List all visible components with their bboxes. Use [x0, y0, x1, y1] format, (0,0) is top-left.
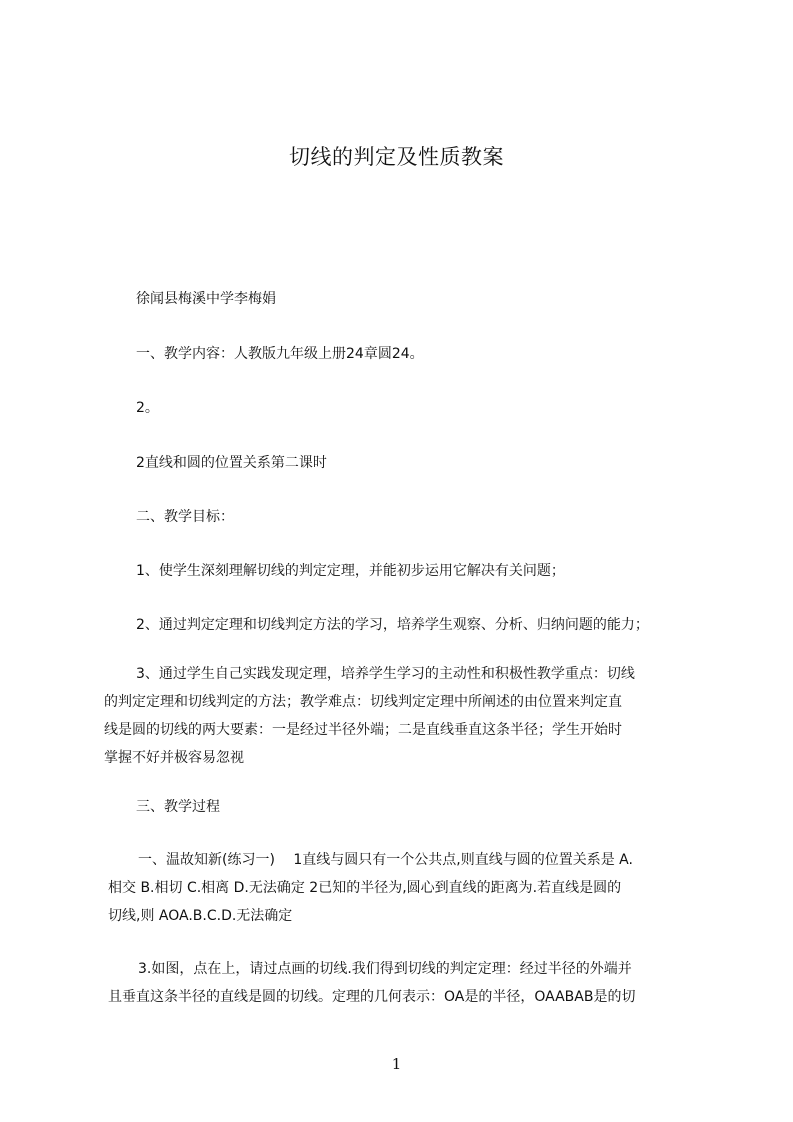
process-heading: 三、教学过程: [136, 799, 220, 815]
theorem-paragraph: [108, 955, 635, 1011]
review-line: 一、温故知新(练习一) 1直线与圆只有一个公共点,则直线与圆的位置关系是 A.: [138, 852, 633, 868]
document-title: 切线的判定及性质教案: [289, 145, 504, 169]
review-line: 相交 B.相切 C.相离 D.无法确定 2已知的半径为,圆心到直线的距离为.若直线是圆的: [108, 880, 622, 896]
page-number: 1: [391, 1055, 402, 1073]
goal-1: 1、使学生深刻理解切线的判定定理，并能初步运用它解决有关问题；: [136, 563, 565, 579]
goal-2: 2、通过判定定理和切线判定方法的学习，培养学生观察、分析、归纳问题的能力；: [136, 617, 649, 633]
goals-heading: 二、教学目标：: [136, 509, 234, 525]
theorem-line: 且垂直这条半径的直线是圆的切线。定理的几何表示：OA是的半径，OAABAB是的切: [108, 989, 636, 1005]
goal-3-line: 的判定定理和切线判定的方法；教学难点：切线判定定理中所阐述的由位置来判定直: [104, 694, 622, 710]
review-line: 切线,则 AOA.B.C.D.无法确定: [108, 908, 293, 924]
review-paragraph: [108, 846, 633, 930]
theorem-line: 3.如图，点在上，请过点画的切线.我们得到切线的判定定理：经过半径的外端并: [138, 961, 632, 977]
goal-3-line: 线是圆的切线的两大要素：一是经过半径外端；二是直线垂直这条半径；学生开始时: [104, 722, 622, 738]
goal-3-line: 3、通过学生自己实践发现定理，培养学生学习的主动性和积极性教学重点：切线: [136, 666, 635, 682]
goal-3-line: 掌握不好并极容易忽视: [104, 750, 244, 766]
section-number: 2。: [136, 400, 159, 416]
teaching-content: 一、教学内容：人教版九年级上册24章圆24。: [136, 346, 424, 362]
lesson-title: 2直线和圆的位置关系第二课时: [136, 455, 327, 471]
author-line: 徐闻县梅溪中学李梅娟: [136, 291, 276, 307]
goal-3-paragraph: [104, 660, 635, 772]
